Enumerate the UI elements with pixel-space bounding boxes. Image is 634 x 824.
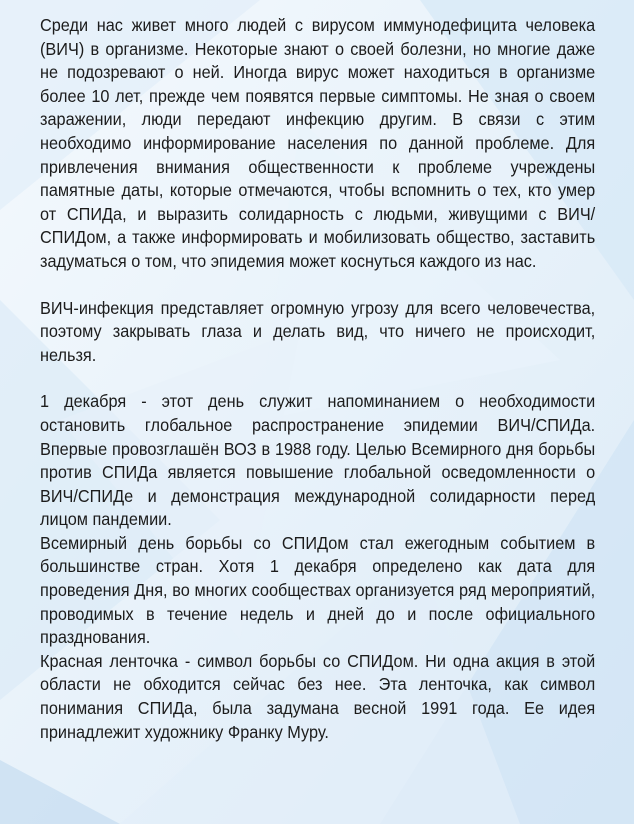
- article-text: [40, 14, 595, 744]
- paragraph-intro: Среди нас живет много людей с вирусом иммунодефицита человека (ВИЧ) в организме. Некоторые знают о своей болезни, но многие даже не подозревают о ней. Иногда вирус может находиться в организме более 10 лет, прежде чем появятся первые симптомы. Не зная о своем заражении, люди передают инфекцию другим. В связи с этим необходимо информирование населения по данной проблеме. Для привлечения внимания общественности к проблеме учреждены памятные даты, которые отмечаются, чтобы вспомнить о тех, кто умер от СПИДа, и выразить солидарность с людьми, живущими с ВИЧ/СПИДом, а также информировать и мобилизовать общество, заставить задуматься о том, что эпидемия может коснуться каждого из нас.: [40, 15, 596, 271]
- paragraph-spacer: [40, 367, 595, 390]
- paragraph-threat: ВИЧ-инфекция представляет огромную угрозу для всего человечества, поэтому закрывать глаза и делать вид, что ничего не происходит, нельзя.: [40, 297, 596, 365]
- paragraph-red-ribbon: Красная ленточка - символ борьбы со СПИДом. Ни одна акция в этой области не обходится сейчас без нее. Эта ленточка, как символ понимания СПИДа, была задумана весной 1991 года. Ее идея принадлежит художнику Франку Муру.: [40, 650, 596, 742]
- paragraph-december-first: 1 декабря - этот день служит напоминанием о необходимости остановить глобальное распространение эпидемии ВИЧ/СПИДа. Впервые провозглашён ВОЗ в 1988 году. Целью Всемирного дня борьбы против СПИДа является повышение глобальной осведомленности о ВИЧ/СПИДе и демонстрация международной солидарности перед лицом пандемии.: [40, 391, 596, 530]
- paragraph-spacer: [40, 274, 595, 297]
- paragraph-world-aids-day: Всемирный день борьбы со СПИДом стал ежегодным событием в большинстве стран. Хотя 1 декабря определено как дата для проведения Дня, во многих сообществах организуется ряд мероприятий, проводимых в течение недель и дней до и после официального празднования.: [40, 532, 596, 648]
